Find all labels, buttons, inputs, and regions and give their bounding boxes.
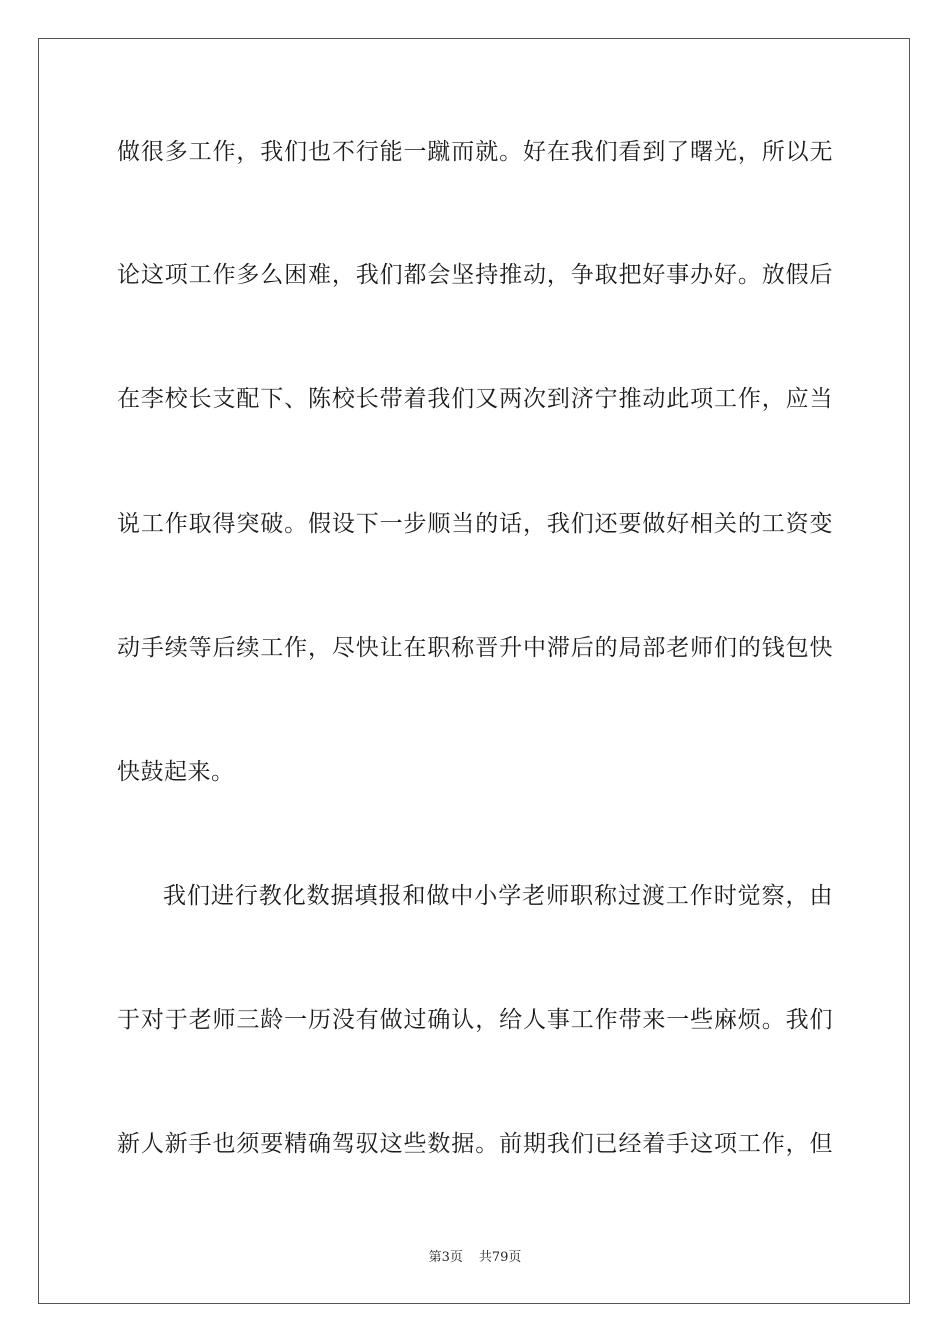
text-line-5: 动手续等后续工作，尽快让在职称晋升中滞后的局部老师们的钱包快 <box>117 635 833 661</box>
text-line-7: 我们进行教化数据填报和做中小学老师职称过渡工作时觉察，由 <box>163 883 833 909</box>
text-line-9: 新人新手也须要精确驾驭这些数据。前期我们已经着手这项工作，但 <box>117 1131 833 1157</box>
text-line-4: 说工作取得突破。假设下一步顺当的话，我们还要做好相关的工资变 <box>117 511 833 537</box>
text-line-3: 在李校长支配下、陈校长带着我们又两次到济宁推动此项工作，应当 <box>117 386 833 412</box>
page-footer <box>0 1246 950 1265</box>
page-total: 共79页 <box>478 1250 522 1265</box>
page-border <box>38 38 910 1304</box>
text-line-8: 于对于老师三龄一历没有做过确认，给人事工作带来一些麻烦。我们 <box>117 1007 833 1033</box>
page-number: 第3页 <box>428 1250 463 1265</box>
text-line-6: 快鼓起来。 <box>117 759 235 785</box>
text-line-2: 论这项工作多么困难，我们都会坚持推动，争取把好事办好。放假后 <box>117 262 833 288</box>
text-line-1: 做很多工作，我们也不行能一蹴而就。好在我们看到了曙光，所以无 <box>117 139 833 165</box>
